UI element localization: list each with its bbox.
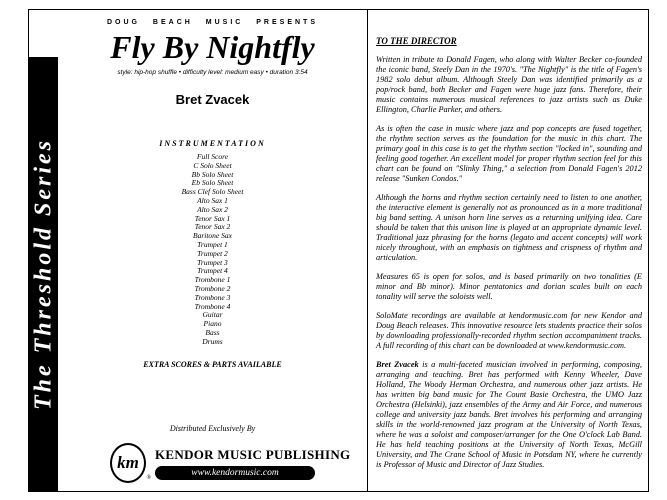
director-paragraph-5: SoloMate recordings are available at kendormusic.com for new Kendor and Doug Beach releases. This innovative resource lets students practice their solos by downloading professionally-recorded rhythm section accompaniment tracks. A full recording of this chart can be downloaded at www.kendormusic.com. [376,311,642,350]
instrument-item: Trombone 4 [194,301,231,311]
instrument-item: Piano [203,319,222,329]
publisher-name: KENDOR MUSIC PUBLISHING [155,446,351,462]
instrument-item: Alto Sax 1 [197,195,228,205]
instrument-item: C Solo Sheet [193,160,232,170]
instrumentation-heading: INSTRUMENTATION [159,139,266,148]
director-notes-column [376,36,642,479]
kendor-logo-text: km [117,453,139,472]
instrument-item: Tenor Sax 2 [194,222,231,232]
publisher-block [58,443,367,483]
instrument-item: Eb Solo Sheet [191,178,234,188]
style-difficulty-duration: style: hip-hop shuffle • difficulty level: medium easy • duration 3:54 [117,69,308,76]
instrument-item: Trumpet 3 [197,257,228,267]
bio-lead: Bret Zvacek [376,360,419,369]
composer-bio [376,360,642,470]
instrument-item: Full Score [196,152,229,161]
director-paragraph-1: Written in tribute to Donald Fagen, who along with Walter Becker co-founded the iconic band, Steely Dan in the 1970's. "The Nightfly" is the title of Fagen's 1982 solo debut album. Although Steely Dan was identified primarily as a pop/rock band, both Becker and Fagen were huge jazz fans. Therefore, their music contains numerous musical references to jazz artists such as Duke Ellington, Charlie Parker, and others. [376,55,642,114]
presents-line: DOUG BEACH MUSIC PRESENTS [106,19,318,26]
director-heading: TO THE DIRECTOR [376,36,457,46]
publisher-website: www.kendormusic.com [155,466,315,480]
kendor-logo [110,443,151,483]
composer-name: Bret Zvacek [175,92,250,107]
left-column [58,10,367,491]
registered-trademark-icon: ® [146,475,151,481]
instrument-item: Tenor Sax 1 [194,213,231,223]
instrument-item: Trumpet 1 [197,239,228,249]
instrument-item: Trumpet 2 [197,248,228,258]
instrument-item: Bass Clef Solo Sheet [181,187,244,197]
instrument-item: Bb Solo Sheet [191,169,234,179]
instrument-item: Baritone Sax [193,231,232,241]
instrument-item: Trumpet 4 [197,266,228,276]
publisher-text [155,446,351,480]
instrument-item: Bass [205,327,220,337]
column-divider [367,10,368,491]
instrument-item: Trombone 1 [194,275,231,285]
instrument-item: Guitar [202,310,223,320]
piece-title: Fly By Nightfly [110,29,315,65]
instrument-item: Drums [202,336,223,346]
director-paragraph-2: As is often the case in music where jazz and pop concepts are fused together, the rhythm section serves as the foundation for the music in this chart. The primary goal in this case is to get the rhythm section "locked in", sounding and feeling good together. An excellent model for proper rhythm section feel for this chart can be found on "Slinky Thing," a selection from Donald Fagen's 2012 release "Sunken Condos." [376,124,642,183]
series-sidebar [29,57,58,491]
director-paragraph-3: Although the horns and rhythm section certainly need to listen to one another, the interactive element is generally not as pronounced as in a more traditional big band setting. A unison horn line serves as a returning unifying idea. Care should be taken that this unison line is played at an appropriate dynamic level. Traditional jazz phrasing for the horns (legato and accent concepts) will work nicely throughout, with an emphasis on tightness and crispness of rhythm and articulation. [376,193,642,262]
cover-page [28,9,649,492]
instrumentation-list [58,153,367,347]
bio-rest: is a multi-faceted musician involved in performing, composing, arranging and teaching. Bret has performed with Kenny Wheeler, Dave Holland, The Woody Herman Orchestra, and numerous other jazz artists. He has written big band music for The Count Basie Orchestra, the UMO Jazz Orchestra (Helsinki), jazz ensembles of the Army and Air Force, and numerous college and university jazz bands. Bret involves his performing and arranging skills in the world-renowned jazz program at the University of North Texas, where he was a soloist and composer/arranger for the One O'clock Lab Band. He has held teaching positions at the University of North Texas, McGill University, and The Crane School of Music in Potsdam NY, where he currently is Professor of Music and Director of Jazz Studies. [376,360,642,469]
series-title: The Threshold Series [30,137,56,411]
instrument-item: Trombone 3 [194,292,231,302]
extra-scores-note: EXTRA SCORES & PARTS AVAILABLE [143,360,282,369]
distributed-line: Distributed Exclusively By [169,424,256,433]
instrument-item: Alto Sax 2 [197,204,228,214]
director-paragraph-4: Measures 65 is open for solos, and is based primarily on two tonalities (E minor and Bb minor). Minor pentatonics and dorian scales built on each tonality will serve the soloists well. [376,272,642,301]
instrument-item: Trombone 2 [194,283,231,293]
